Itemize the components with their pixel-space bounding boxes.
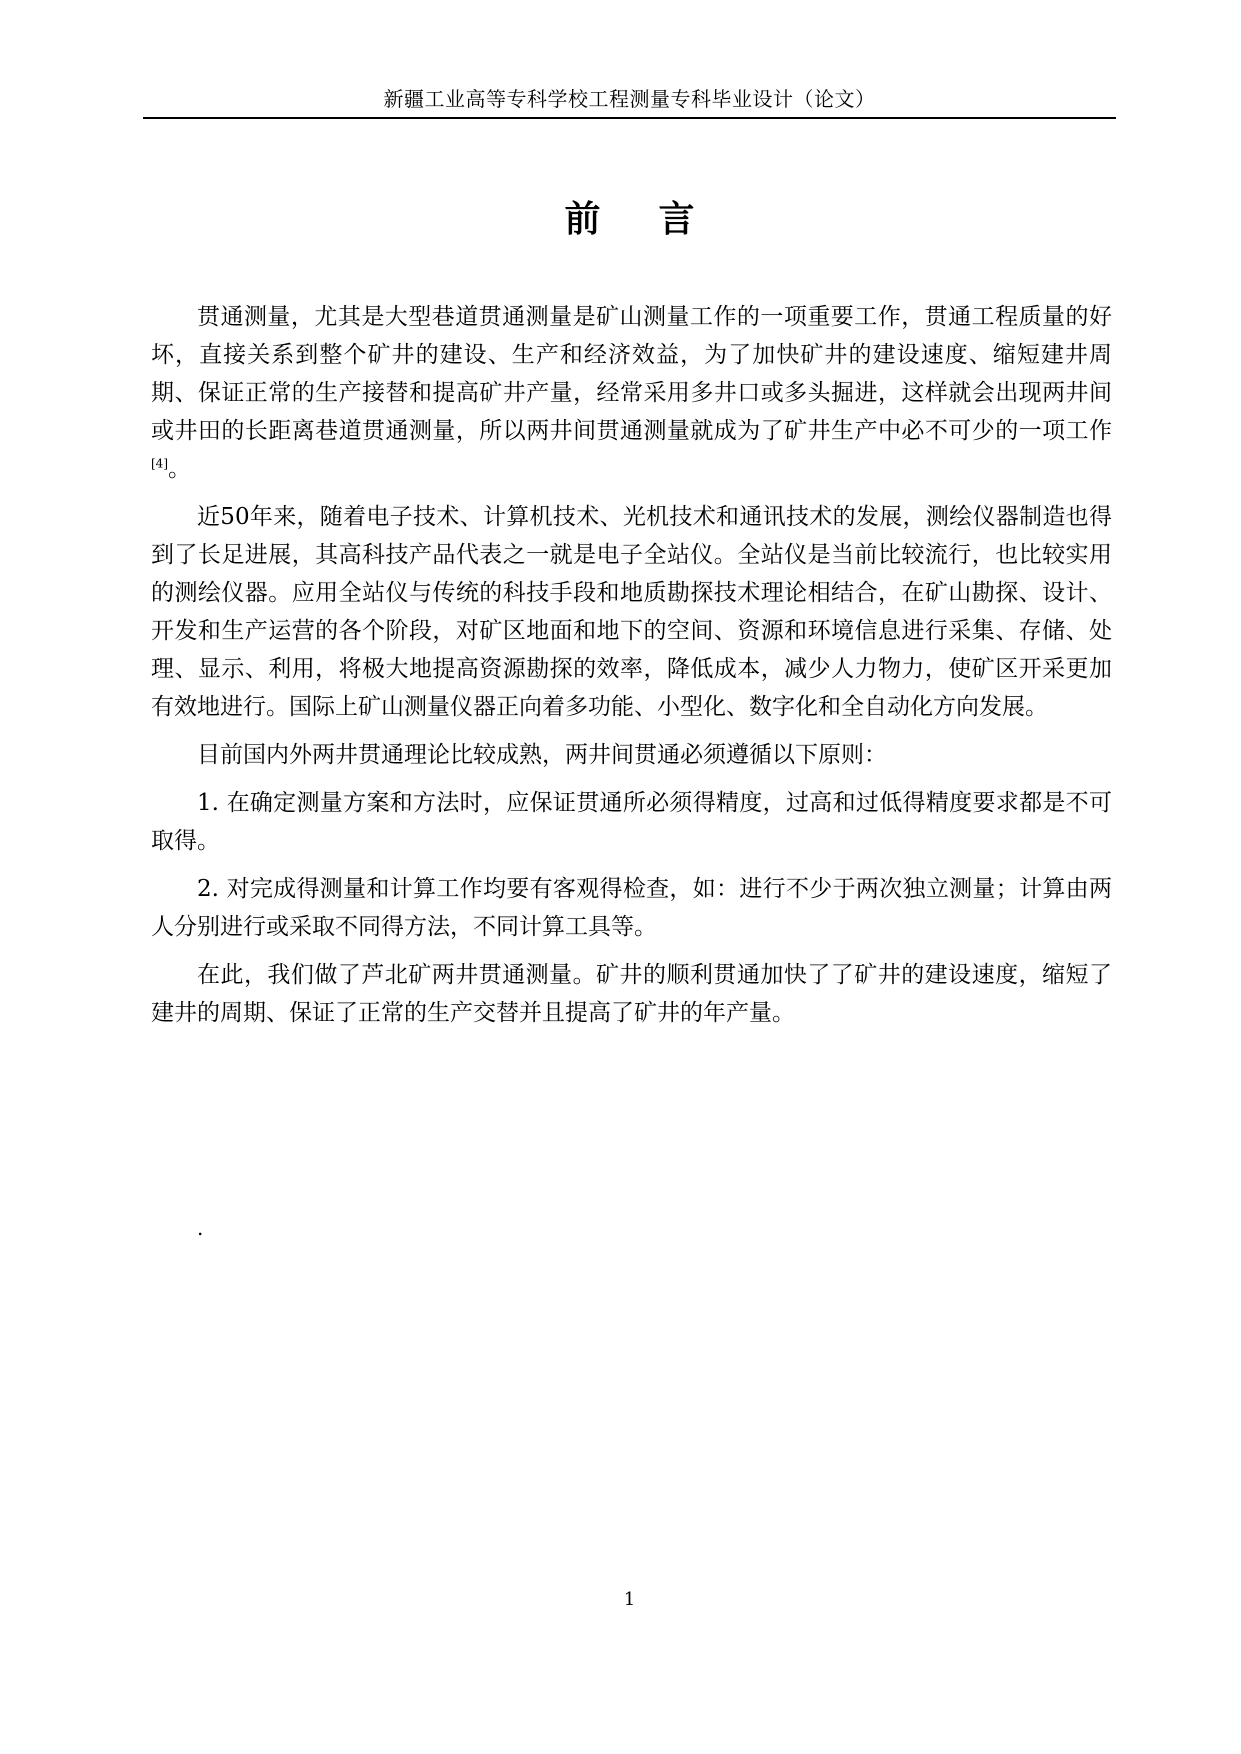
running-header: 新疆工业高等专科学校工程测量专科毕业设计（论文）: [383, 87, 876, 111]
page-title-char-2: 言: [658, 199, 695, 240]
paragraph-1: [151, 298, 1112, 488]
page-title-char-1: 前: [564, 199, 601, 240]
paragraph-3: 目前国内外两井贯通理论比较成熟，两井间贯通必须遵循以下原则：: [197, 742, 887, 768]
header-rule: [143, 117, 1116, 119]
paragraph-2: 近50年来，随着电子技术、计算机技术、光机技术和通讯技术的发展，测绘仪器制造也得到了长足进展，其高科技产品代表之一就是电子全站仪。全站仪是当前比较流行，也比较实用的测绘仪器。应用全站仪与传统的科技手段和地质勘探技术理论相结合，在矿山勘探、设计、开发和生产运营的各个阶段，对矿区地面和地下的空间、资源和环境信息进行采集、存储、处理、显示、利用，将极大地提高资源勘探的效率，降低成本，减少人力物力，使矿区开采更加有效地进行。国际上矿山测量仪器正向着多功能、小型化、数字化和全自动化方向发展。: [151, 504, 1112, 720]
trailing-mark: .: [197, 1216, 204, 1240]
paragraph-6: 在此，我们做了芦北矿两井贯通测量。矿井的顺利贯通加快了了矿井的建设速度，缩短了建井的周期、保证了正常的生产交替并且提高了矿井的年产量。: [151, 962, 1112, 1026]
body-text: [151, 298, 1112, 1032]
paragraph-4: 1. 在确定测量方案和方法时，应保证贯通所必须得精度，过高和过低得精度要求都是不可取得。: [151, 790, 1112, 854]
page-title: [143, 196, 1116, 244]
page-number: 1: [623, 1589, 636, 1610]
citation-ref: [4]: [151, 456, 168, 471]
paragraph-5: 2. 对完成得测量和计算工作均要有客观得检查，如：进行不少于两次独立测量；计算由两人分别进行或采取不同得方法，不同计算工具等。: [151, 876, 1112, 940]
paragraph-1-end: 。: [168, 456, 191, 482]
paragraph-1-text: 贯通测量，尤其是大型巷道贯通测量是矿山测量工作的一项重要工作，贯通工程质量的好坏，直接关系到整个矿井的建设、生产和经济效益，为了加快矿井的建设速度、缩短建井周期、保证正常的生产接替和提高矿井产量，经常采用多井口或多头掘进，这样就会出现两井间或井田的长距离巷道贯通测量，所以两井间贯通测量就成为了矿井生产中必不可少的一项工作: [151, 304, 1112, 444]
